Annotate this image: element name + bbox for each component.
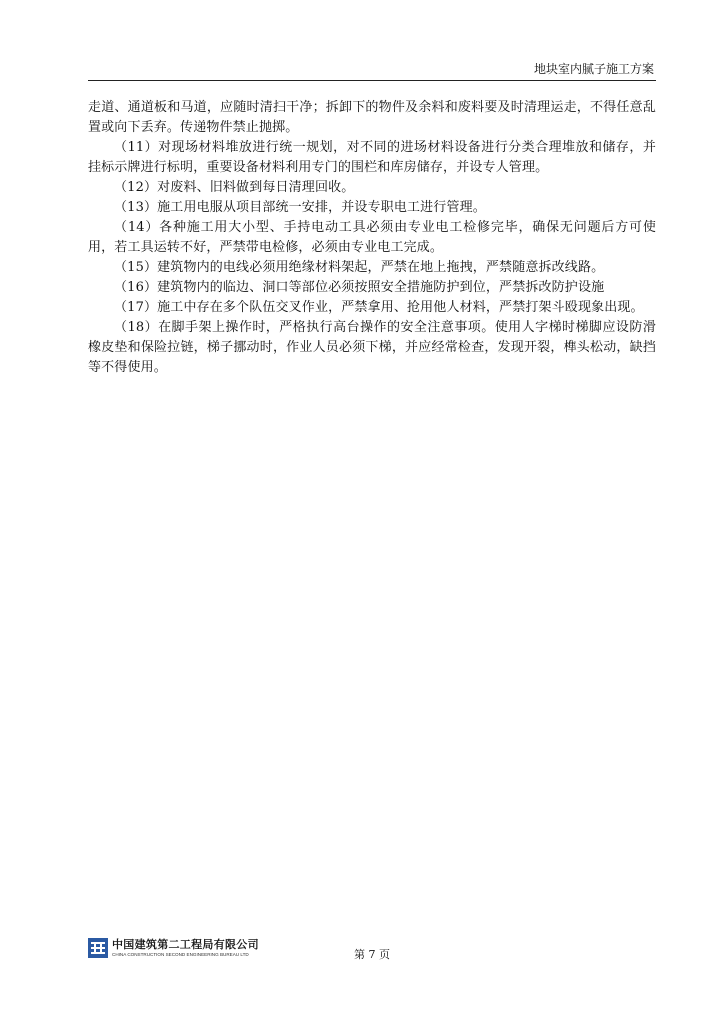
paragraph-item-18: （18）在脚手架上操作时，严格执行高台操作的安全注意事项。使用人字梯时梯脚应设防滑橡皮垫和保险拉链，梯子挪动时，作业人员必须下梯，并应经常检查，发现开裂，榫头松动，缺挡等不得使用。	[88, 320, 656, 375]
paragraph-item-13: （13）施工用电服从项目部统一安排，并设专职电工进行管理。	[114, 200, 486, 215]
page-footer	[88, 936, 656, 964]
paragraph-item-14: （14）各种施工用大小型、手持电动工具必须由专业电工检修完毕，确保无问题后方可使用，若工具运转不好，严禁带电检修，必须由专业电工完成。	[88, 220, 656, 255]
paragraph-item-15: （15）建筑物内的电线必须用绝缘材料架起，严禁在地上拖拽，严禁随意拆改线路。	[114, 260, 605, 275]
company-name-cn: 中国建筑第二工程局有限公司	[112, 938, 259, 951]
body-text	[88, 98, 656, 378]
paragraph-item-16: （16）建筑物内的临边、洞口等部位必须按照安全措施防护到位，严禁拆改防护设施	[114, 280, 605, 295]
paragraph-item-17: （17）施工中存在多个队伍交叉作业，严禁拿用、抢用他人材料，严禁打架斗殴现象出现。	[114, 300, 644, 315]
paragraph-item-12: （12）对废料、旧料做到每日清理回收。	[114, 180, 355, 195]
header-title: 地块室内腻子施工方案	[533, 62, 654, 76]
page-header	[88, 58, 656, 81]
company-name-en: CHINA CONSTRUCTION SECOND ENGINEERING BUREAU LTD	[112, 952, 249, 957]
paragraph-continuation: 走道、通道板和马道，应随时清扫干净；拆卸下的物件及余料和废料要及时清理运走，不得任意乱置或向下丢弃。传递物件禁止抛掷。	[88, 100, 656, 135]
page-number: 第 7 页	[354, 948, 390, 961]
paragraph-item-11: （11）对现场材料堆放进行统一规划，对不同的进场材料设备进行分类合理堆放和储存，并挂标示牌进行标明，重要设备材料利用专门的围栏和库房储存，并设专人管理。	[88, 140, 656, 175]
